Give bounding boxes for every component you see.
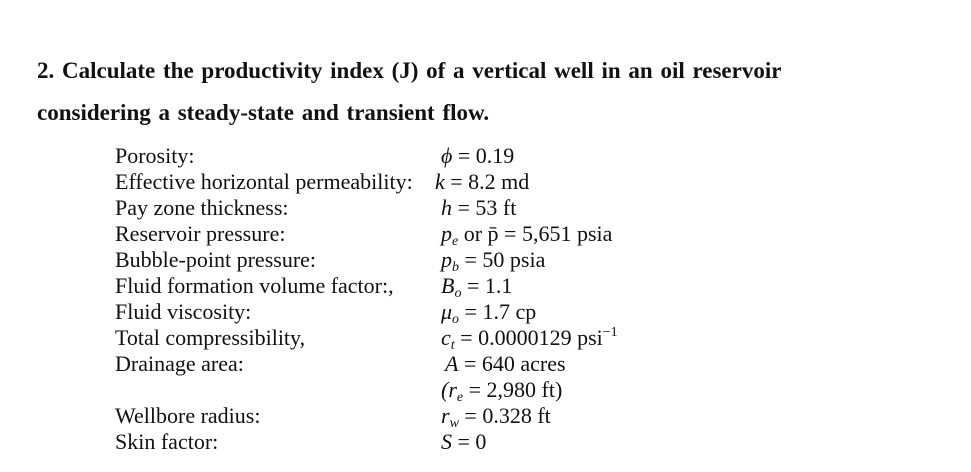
param-sub: b [452, 260, 459, 275]
param-rest: = 640 acres [458, 351, 566, 376]
question-line-1: 2. Calculate the productivity index (J) of a vertical well in an oil reservoir [37, 58, 782, 83]
param-var: k [435, 169, 445, 194]
param-var: r [441, 403, 450, 428]
param-var: (r [441, 377, 457, 402]
param-var: p [441, 247, 452, 272]
param-sub: o [452, 312, 460, 327]
param-rest: or p̄ = 5,651 psia [458, 221, 613, 246]
param-sup: −1 [602, 325, 618, 340]
param-rest: = 0 [452, 429, 487, 454]
param-var: c [441, 325, 451, 350]
param-value [441, 143, 514, 169]
param-var: A [445, 351, 459, 376]
param-label: Fluid viscosity: [115, 299, 252, 324]
param-label: Drainage area: [115, 351, 244, 376]
param-rest: = 8.2 md [444, 169, 530, 194]
param-value [441, 273, 512, 299]
param-sub: t [450, 338, 455, 353]
param-value [441, 221, 612, 247]
param-label: Fluid formation volume factor:, [115, 273, 394, 298]
param-label: Bubble-point pressure: [115, 247, 317, 272]
param-label: Effective horizontal permeability: [115, 169, 413, 194]
question-text [37, 50, 957, 134]
param-label: Total compressibility, [115, 325, 306, 350]
param-rest: = 50 psia [459, 247, 546, 272]
param-rest: = 0.19 [452, 143, 515, 168]
param-sub: e [456, 390, 464, 405]
param-var: S [441, 429, 452, 454]
param-label: Skin factor: [115, 429, 219, 454]
param-value [435, 169, 529, 195]
param-label: Pay zone thickness: [115, 195, 289, 220]
param-var: h [441, 195, 452, 220]
param-rest: = 1.7 cp [459, 299, 537, 324]
param-sub: w [449, 416, 459, 431]
param-rest: = 0.328 ft [458, 403, 551, 428]
param-rest: = 1.1 [461, 273, 513, 298]
param-var: ϕ [441, 143, 453, 168]
param-value [445, 351, 566, 377]
param-var: p [441, 221, 452, 246]
param-sub: o [454, 286, 462, 301]
param-value [441, 299, 536, 325]
param-value [441, 429, 486, 455]
param-label: Porosity: [115, 143, 195, 168]
param-label: Reservoir pressure: [115, 221, 286, 246]
param-rest: = 2,980 ft) [463, 377, 563, 402]
question-line-2: considering a steady-state and transient flow. [37, 100, 490, 125]
param-value [441, 247, 545, 273]
param-rest: = 0.0000129 psi [454, 325, 603, 350]
param-value [441, 403, 551, 429]
param-value [441, 377, 562, 403]
param-var: μ [441, 299, 453, 324]
param-var: B [441, 273, 455, 298]
param-rest: = 53 ft [452, 195, 517, 220]
param-value [441, 325, 618, 351]
param-value [441, 195, 516, 221]
param-label: Wellbore radius: [115, 403, 261, 428]
param-sub: e [452, 234, 459, 249]
